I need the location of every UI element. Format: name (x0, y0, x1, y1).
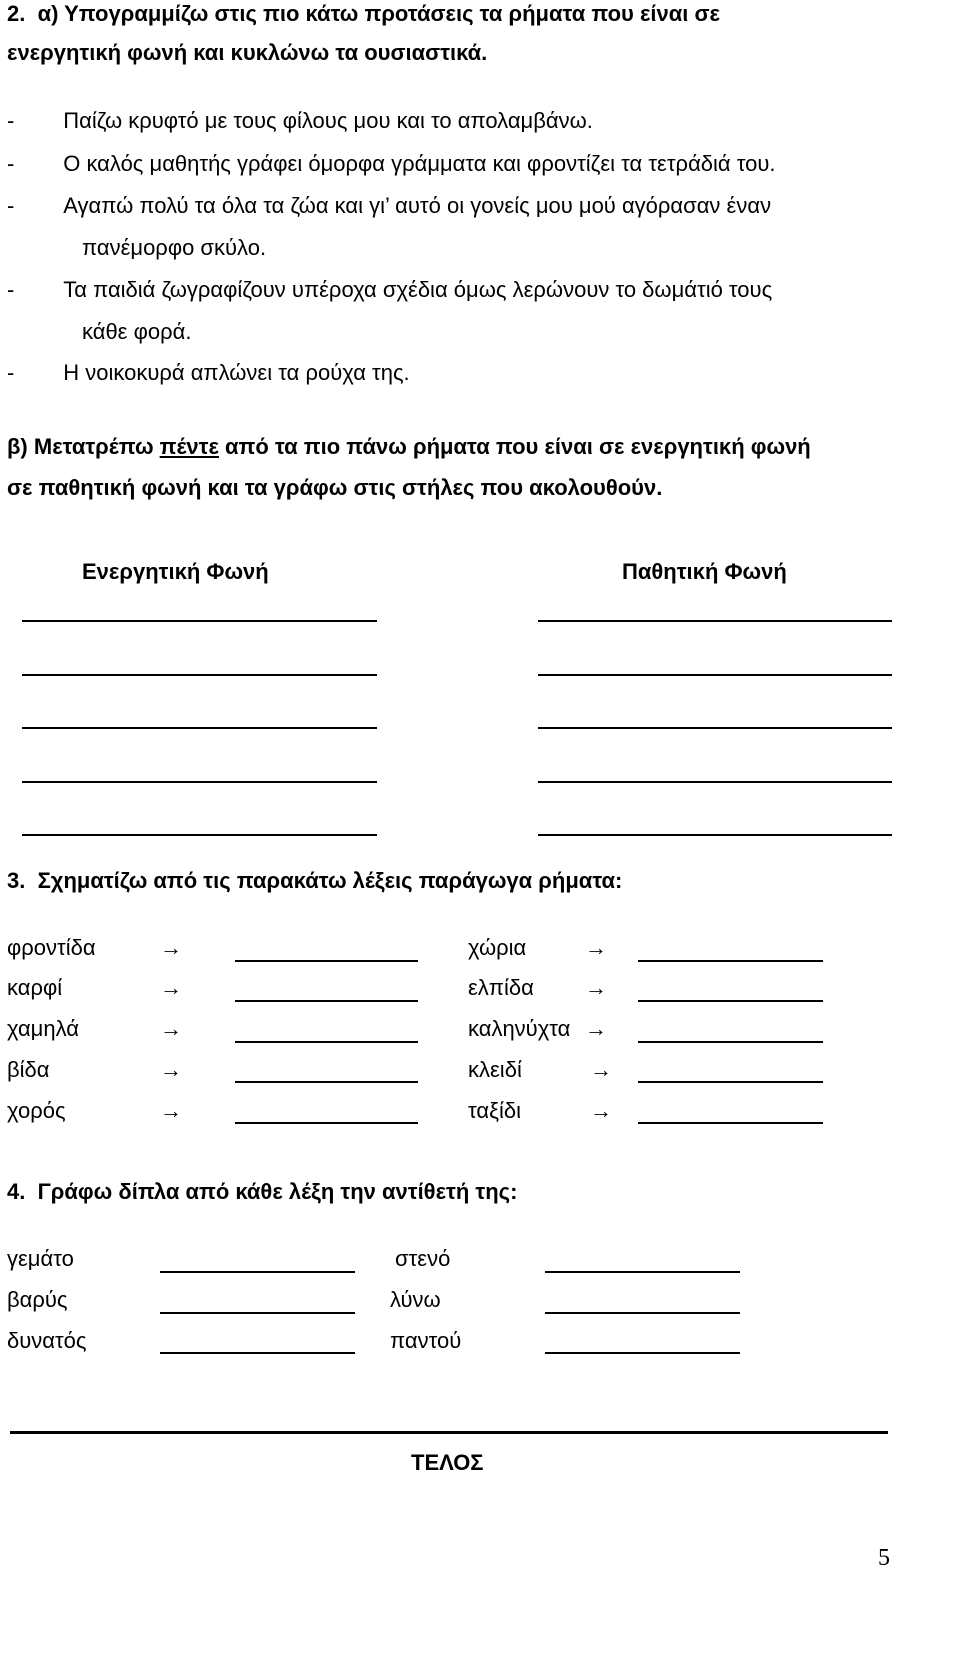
arrow-icon: → (160, 935, 182, 960)
arrow-icon: → (160, 1057, 182, 1082)
sentence-1: - Παίζω κρυφτό με τους φίλους μου και το απολαμβάνω. (7, 108, 593, 133)
answer-line-active-4[interactable] (22, 781, 377, 783)
ex4-word-left-1: γεμάτο (7, 1246, 74, 1271)
answer-line-active-5[interactable] (22, 834, 377, 836)
b-suffix: από τα πιο πάνω ρήματα που είναι σε ενεργητική φωνή (218, 434, 811, 459)
answer-line-passive-4[interactable] (538, 781, 892, 783)
arrow-icon: → (590, 1098, 612, 1123)
exercise-2b-heading-line1 (7, 436, 811, 458)
sentence-4-continued: κάθε φορά. (82, 319, 192, 344)
arrow-icon: → (585, 935, 607, 960)
answer-line-active-1[interactable] (22, 620, 377, 622)
answer-line-passive-2[interactable] (538, 674, 892, 676)
ex4-word-left-2: βαρύς (7, 1287, 68, 1312)
exercise-4-heading: 4. Γράφω δίπλα από κάθε λέξη την αντίθετή της: (7, 1179, 518, 1204)
ex4-answer-left-2[interactable] (160, 1312, 355, 1314)
ex4-answer-left-3[interactable] (160, 1352, 355, 1354)
ex3-answer-right-5[interactable] (638, 1122, 823, 1124)
ex3-answer-left-5[interactable] (235, 1122, 418, 1124)
ex4-answer-right-2[interactable] (545, 1312, 740, 1314)
sentence-3-continued: πανέμορφο σκύλο. (82, 235, 267, 260)
ex3-word-right-3: καληνύχτα (468, 1016, 571, 1041)
ex3-word-right-2: ελπίδα (468, 975, 534, 1000)
ex3-answer-left-3[interactable] (235, 1041, 418, 1043)
column-active-voice: Ενεργητική Φωνή (82, 559, 269, 584)
sentence-3: - Αγαπώ πολύ τα όλα τα ζώα και γι’ αυτό οι γονείς μου μού αγόρασαν έναν (7, 193, 772, 218)
arrow-icon: → (160, 1016, 182, 1041)
ex3-word-left-2: καρφί (7, 975, 63, 1000)
sentence-2: - Ο καλός μαθητής γράφει όμορφα γράμματα και φροντίζει τα τετράδιά του. (7, 151, 776, 176)
answer-line-passive-5[interactable] (538, 834, 892, 836)
ex3-answer-right-2[interactable] (638, 1000, 823, 1002)
ex4-answer-right-3[interactable] (545, 1352, 740, 1354)
ex4-answer-right-1[interactable] (545, 1271, 740, 1273)
exercise-2b-heading-line2: σε παθητική φωνή και τα γράφω στις στήλες που ακολουθούν. (7, 475, 663, 500)
b-prefix: β) Μετατρέπω (7, 434, 160, 459)
arrow-icon: → (160, 975, 182, 1000)
ex3-answer-left-1[interactable] (235, 960, 418, 962)
answer-line-passive-1[interactable] (538, 620, 892, 622)
exercise-2a-heading-line2: ενεργητική φωνή και κυκλώνω τα ουσιαστικά. (7, 40, 488, 65)
ex3-word-right-5: ταξίδι (468, 1098, 521, 1123)
ex4-word-left-3: δυνατός (7, 1328, 87, 1353)
sentence-5: - Η νοικοκυρά απλώνει τα ρούχα της. (7, 360, 410, 385)
b-underlined-word: πέντε (159, 434, 219, 459)
arrow-icon: → (585, 1016, 607, 1041)
exercise-2a-heading-line1: 2. α) Υπογραμμίζω στις πιο κάτω προτάσεις τα ρήματα που είναι σε (7, 1, 720, 26)
answer-line-active-2[interactable] (22, 674, 377, 676)
answer-line-active-3[interactable] (22, 727, 377, 729)
ex4-answer-left-1[interactable] (160, 1271, 355, 1273)
ex3-answer-left-4[interactable] (235, 1081, 418, 1083)
end-divider (10, 1431, 888, 1434)
ex4-word-right-1: στενό (395, 1246, 451, 1271)
ex3-word-right-4: κλειδί (468, 1057, 522, 1082)
ex3-answer-left-2[interactable] (235, 1000, 418, 1002)
column-passive-voice: Παθητική Φωνή (622, 559, 787, 584)
ex3-word-left-4: βίδα (7, 1057, 50, 1082)
ex3-answer-right-3[interactable] (638, 1041, 823, 1043)
ex3-word-left-1: φροντίδα (7, 935, 96, 960)
ex4-word-right-3: παντού (390, 1328, 462, 1353)
ex3-word-left-3: χαμηλά (7, 1016, 79, 1041)
ex3-answer-right-4[interactable] (638, 1081, 823, 1083)
arrow-icon: → (160, 1098, 182, 1123)
sentence-4: - Τα παιδιά ζωγραφίζουν υπέροχα σχέδια όμως λερώνουν το δωμάτιό τους (7, 277, 773, 302)
end-label: ΤΕΛΟΣ (411, 1450, 484, 1475)
ex3-answer-right-1[interactable] (638, 960, 823, 962)
exercise-3-heading: 3. Σχηματίζω από τις παρακάτω λέξεις παράγωγα ρήματα: (7, 868, 623, 893)
arrow-icon: → (585, 975, 607, 1000)
ex3-word-right-1: χώρια (468, 935, 527, 960)
ex4-word-right-2: λύνω (390, 1287, 441, 1312)
arrow-icon: → (590, 1057, 612, 1082)
ex3-word-left-5: χορός (7, 1098, 66, 1123)
answer-line-passive-3[interactable] (538, 727, 892, 729)
page-number: 5 (878, 1545, 890, 1571)
